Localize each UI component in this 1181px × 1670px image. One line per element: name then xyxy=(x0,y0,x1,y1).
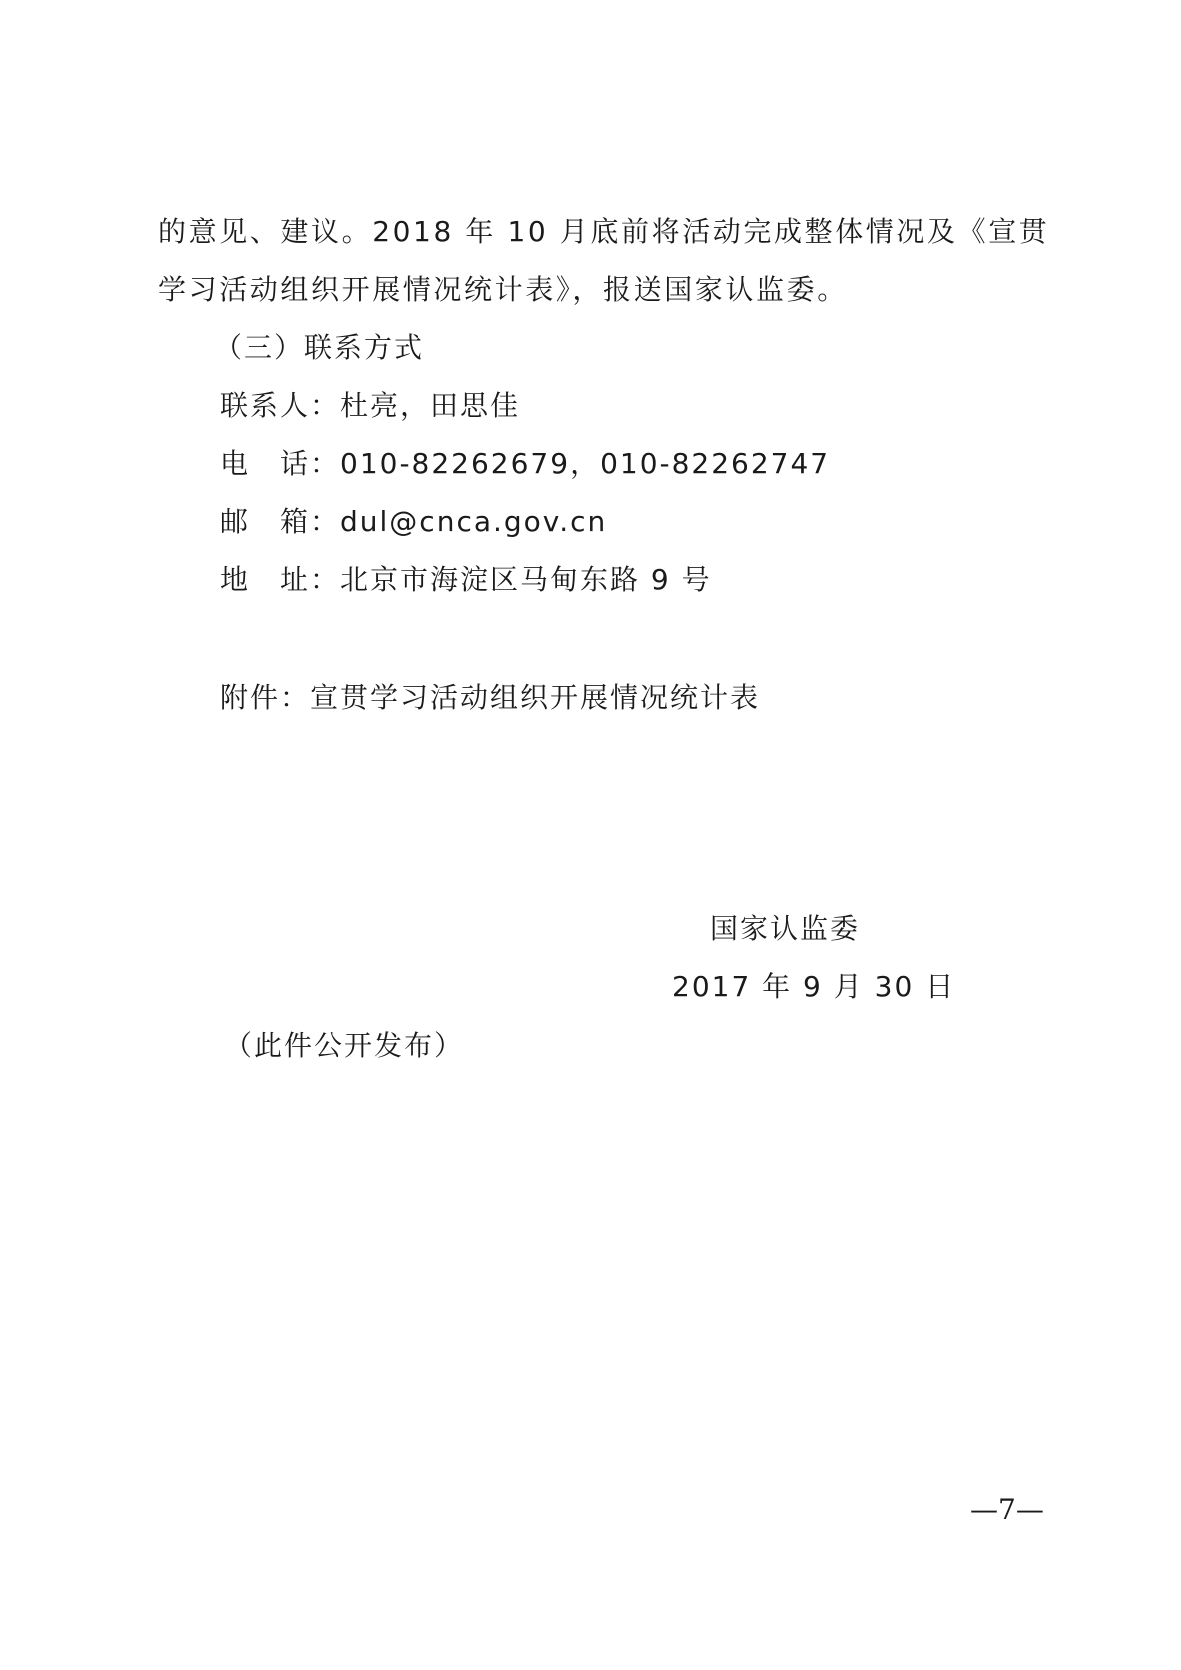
contact-phone: 电 话：010-82262679，010-82262747 xyxy=(220,447,831,480)
page-number: —7— xyxy=(970,1493,1044,1526)
body-paragraph-line-2: 学习活动组织开展情况统计表》，报送国家认监委。 xyxy=(158,273,848,306)
contact-person: 联系人：杜亮，田思佳 xyxy=(220,389,521,422)
signature-date: 2017 年 9 月 30 日 xyxy=(672,970,956,1003)
contact-address: 地 址：北京市海淀区马甸东路 9 号 xyxy=(220,563,712,596)
body-paragraph-line-1: 的意见、建议。2018 年 10 月底前将活动完成整体情况及《宣贯 xyxy=(158,215,1050,248)
signature-organization: 国家认监委 xyxy=(710,912,861,945)
contact-email: 邮 箱：dul@cnca.gov.cn xyxy=(220,505,608,538)
attachment-line: 附件：宣贯学习活动组织开展情况统计表 xyxy=(220,681,761,714)
contact-section-heading: （三）联系方式 xyxy=(214,331,425,364)
public-release-note: （此件公开发布） xyxy=(224,1029,465,1062)
